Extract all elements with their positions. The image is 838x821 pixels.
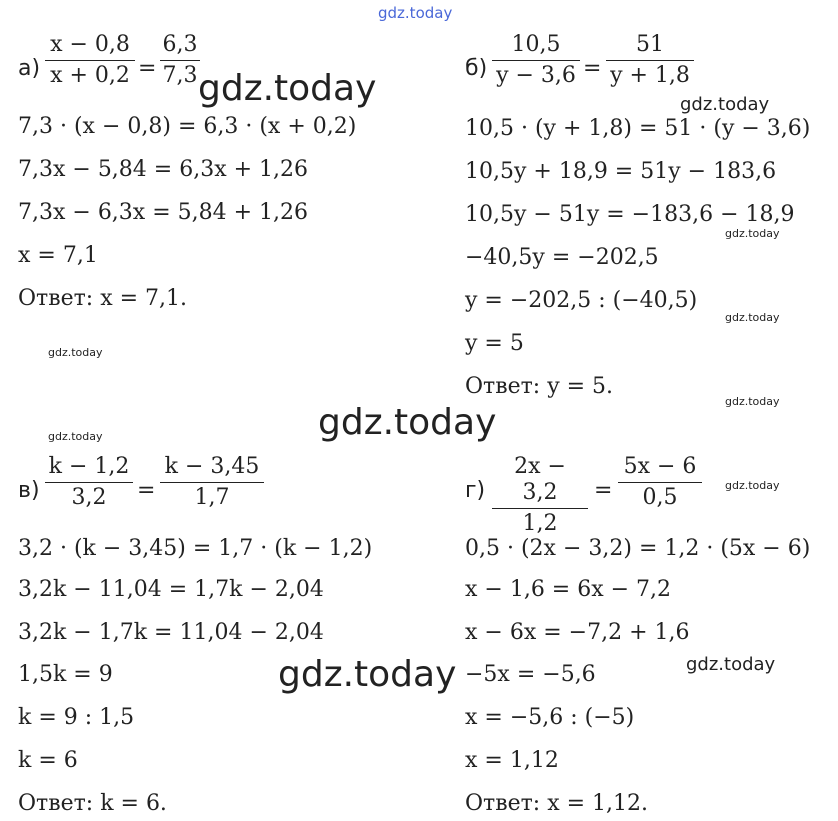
- problem-v-step-4: 1,5k = 9: [18, 662, 113, 687]
- fraction-denominator: 0,5: [618, 482, 702, 511]
- problem-b-step-5: y = −202,5 : (−40,5): [465, 288, 698, 313]
- equals-sign: =: [583, 56, 602, 81]
- fraction-numerator: 10,5: [511, 32, 561, 57]
- equals-sign: =: [137, 478, 156, 503]
- watermark-medium-2: gdz.today: [686, 654, 776, 675]
- watermark-small-1: gdz.today: [725, 227, 780, 240]
- watermark-top: gdz.today: [378, 4, 453, 22]
- problem-b-step-3: 10,5y − 51y = −183,6 − 18,9: [465, 202, 795, 227]
- watermark-small-4: gdz.today: [725, 395, 780, 408]
- fraction-denominator: 1,2: [492, 508, 588, 537]
- problem-v-answer: Ответ: k = 6.: [18, 791, 167, 816]
- fraction-denominator: 1,7: [160, 482, 264, 511]
- fraction-numerator: k − 3,45: [164, 454, 260, 479]
- problem-v-step-3: 3,2k − 1,7k = 11,04 − 2,04: [18, 620, 324, 645]
- fraction-numerator: 5x − 6: [623, 454, 697, 479]
- watermark-large-2: gdz.today: [318, 402, 497, 443]
- problem-v-step-6: k = 6: [18, 748, 78, 773]
- watermark-small-6: gdz.today: [725, 479, 780, 492]
- problem-b-step-4: −40,5y = −202,5: [465, 245, 659, 270]
- problem-v-step-1: 3,2 · (k − 3,45) = 1,7 · (k − 1,2): [18, 536, 373, 561]
- problem-g-label: г): [465, 478, 486, 503]
- fraction-numerator: 51: [636, 32, 664, 57]
- problem-v-rhs-fraction: [160, 454, 264, 511]
- equals-sign: =: [594, 478, 613, 503]
- problem-b-step-1: 10,5 · (y + 1,8) = 51 · (y − 3,6): [465, 116, 811, 141]
- fraction-denominator: y + 1,8: [606, 60, 694, 89]
- problem-b-rhs-fraction: [606, 32, 694, 89]
- problem-v-label: в): [18, 478, 40, 503]
- problem-a-lhs-fraction: [45, 32, 135, 89]
- problem-b-step-6: y = 5: [465, 331, 524, 356]
- fraction-numerator: 2x − 3,2: [514, 454, 566, 505]
- equals-sign: =: [138, 56, 157, 81]
- problem-g-answer: Ответ: x = 1,12.: [465, 791, 648, 816]
- fraction-numerator: 6,3: [162, 32, 198, 57]
- problem-g-rhs-fraction: [618, 454, 702, 511]
- watermark-small-5: gdz.today: [48, 430, 103, 443]
- fraction-denominator: 3,2: [45, 482, 133, 511]
- problem-b-step-2: 10,5y + 18,9 = 51y − 183,6: [465, 159, 777, 184]
- fraction-numerator: x − 0,8: [50, 32, 130, 57]
- fraction-denominator: x + 0,2: [45, 60, 135, 89]
- problem-a-label: а): [18, 56, 41, 81]
- problem-g-lhs-fraction: [492, 454, 588, 537]
- problem-a-answer: Ответ: x = 7,1.: [18, 286, 187, 311]
- problem-g-step-2: x − 1,6 = 6x − 7,2: [465, 577, 672, 602]
- problem-g-step-5: x = −5,6 : (−5): [465, 705, 635, 730]
- problem-a-step-2: 7,3x − 5,84 = 6,3x + 1,26: [18, 157, 309, 182]
- problem-g-step-6: x = 1,12: [465, 748, 559, 773]
- problem-b-label: б): [465, 56, 488, 81]
- problem-v-lhs-fraction: [45, 454, 133, 511]
- watermark-large-1: gdz.today: [198, 68, 377, 109]
- problem-a-rhs-fraction: [160, 32, 200, 89]
- problem-g-step-4: −5x = −5,6: [465, 662, 596, 687]
- problem-a-step-3: 7,3x − 6,3x = 5,84 + 1,26: [18, 200, 309, 225]
- watermark-medium-1: gdz.today: [680, 94, 770, 115]
- problem-v-step-5: k = 9 : 1,5: [18, 705, 135, 730]
- watermark-large-3: gdz.today: [278, 654, 457, 695]
- fraction-numerator: k − 1,2: [48, 454, 130, 479]
- problem-b-answer: Ответ: y = 5.: [465, 374, 614, 399]
- watermark-small-3: gdz.today: [48, 346, 103, 359]
- problem-a-step-4: x = 7,1: [18, 243, 98, 268]
- problem-v-step-2: 3,2k − 11,04 = 1,7k − 2,04: [18, 577, 324, 602]
- problem-a-step-1: 7,3 · (x − 0,8) = 6,3 · (x + 0,2): [18, 114, 357, 139]
- problem-b-lhs-fraction: [492, 32, 580, 89]
- fraction-denominator: y − 3,6: [492, 60, 580, 89]
- problem-g-step-3: x − 6x = −7,2 + 1,6: [465, 620, 690, 645]
- problem-g-step-1: 0,5 · (2x − 3,2) = 1,2 · (5x − 6): [465, 536, 811, 561]
- fraction-denominator: 7,3: [160, 60, 200, 89]
- watermark-small-2: gdz.today: [725, 311, 780, 324]
